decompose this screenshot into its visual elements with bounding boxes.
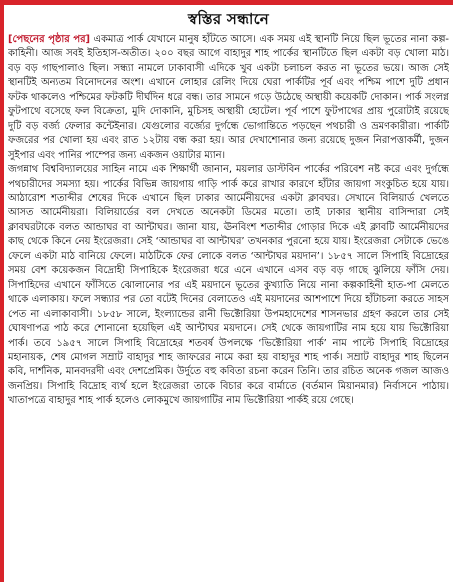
article-headline: স্বস্তির সন্ধানে bbox=[188, 10, 269, 28]
paragraph-2-text: জগন্নাথ বিশ্ববিদ্যালয়ের সাহিন নামে এক শিক্ষার্থী জানান, ময়লার ডাস্টবিন পার্কের পরিবেশ নষ্ট করে এবং দুর্গন্ধে পথচারীদের সমস্যা হয়। পার্কের বিভিন্ন জায়গায় গাড়ি পার্ক করে রাখার কারণে হাঁটার জায়গা সংকুচিত হয়ে যায়। আঠারোশ শতাব্দীর শেষের দিকে এখানে ছিল ঢাকার আর্মেনীয়দের একটা ক্লাবঘর। সেখানে বিলিয়ার্ড খেলতে আসত আর্মেনীয়রা। বিলিয়ার্ডের বল দেখতে অনেকটা ডিমের মতো। তাই ঢাকার স্থানীয় বাসিন্দারা সেই ক্লাবঘরটাকে বলত আন্ডাঘর বা আন্টাঘর। জানা যায়, ঊনবিংশ শতাব্দীর গোড়ার দিকে এই ক্লাবটি আর্মেনীয়দের কাছ থেকে কিনে নেয় ইংরেজরা। সেই ‘আন্ডাঘর বা আন্টাঘর’ তখনকার পুরনো হয়ে যায়। ইংরেজরা সেটাকে ভেঙে ফেলে একটা মাঠ বানিয়ে ফেলে। মাঠটিকে ফের লোকে বলত ‘আন্টাঘর ময়দান’। ১৮৫৭ সালে সিপাহি বিদ্রোহের সময় বেশ কয়েকজন বিদ্রোহী সিপাহিকে ইংরেজরা ধরে এনে এখানে এসব বড় বড় গাছে ঝুলিয়ে ফাঁসি দেয়। সিপাহিদের এখানে ফাঁসিতে ঝোলানোর পর এই ময়দানে ভূতের কুখ্যাতি নিয়ে নানা কল্পকাহিনী হাত-পা মেলতে থাকে এলাকায়। ফলে সন্ধ্যার পর তো বটেই দিনের বেলাতেও এই ময়দানের আশপাশে দিয়ে হাঁটাচলা করতে সাহস পেত না এলাকাবাসী। ১৮৫৮ সালে, ইংল্যান্ডের রানী ভিক্টোরিয়া উপমহাদেশের শাসনভার গ্রহণ করলে তার সেই ঘোষণাপত্র পাঠ করে শোনানো হয়েছিল এই আন্টাঘর ময়দানে। সেই থেকে জায়গাটির নাম হয়ে যায় ভিক্টোরিয়া পার্ক। তবে ১৯৫৭ সালে সিপাহি বিদ্রোহের শতবর্ষ উপলক্ষে ‘ভিক্টোরিয়া পার্ক’ নাম পাল্টে সিপাহি বিদ্রোহের মহানায়ক, শেষ মোগল সম্রাট বাহাদুর শাহ জাফরের নামে করা হয় বাহাদুর শাহ পার্ক। সম্রাট বাহাদুর শাহ ছিলেন কবি, দার্শনিক, মানবদরদী এবং দেশপ্রেমিক। উর্দুতে বহু কবিতা রচনা করেন তিনি। তার রচিত অনেক গজল আজও জনপ্রিয়। সিপাহি বিদ্রোহ ব্যর্থ হলে ইংরেজরা তাকে বিচার করে বার্মাতে (বর্তমান মিয়ানমার) নির্বাসনে পাঠায়। খাতাপত্রে বাহাদুর শাহ পার্ক হলেও লোকমুখে জায়গাটির নাম ভিক্টোরিয়া পার্কই রয়ে গেছে। bbox=[8, 164, 449, 407]
continuation-kicker: [পেছনের পৃষ্ঠার পর] bbox=[8, 34, 91, 45]
article-body bbox=[8, 33, 449, 409]
article-paragraph-2 bbox=[8, 163, 449, 409]
article bbox=[8, 8, 449, 578]
paragraph-1-text: একমাত্র পার্ক যেখানে মানুষ হাঁটতে আসে। এক সময় এই স্থানটি নিয়ে ছিল ভূতের নানা কল্প-কাহিনী। আজ সবই ইতিহাস-অতীত। ২০০ বছর আগে বাহাদুর শাহ পার্কের স্থানটিতে ছিল একটা বড় খোলা মাঠ। বড় বড় গাছপালাও ছিল। সন্ধ্যা নামলে ঢাকাবাসী এদিকে খুব একটা চলাচল করত না ভূতের ভয়ে। আজ সেই স্থানটিই অন্যতম বিনোদনের অংশ। এখানে লোহার রেলিং দিয়ে ঘেরা পার্কটির পূর্ব এবং পশ্চিম পাশে দুটি প্রধান ফটক থাকলেও পশ্চিমের ফটকটি দীর্ঘদিন ধরে বন্ধ। তার সামনে গড়ে উঠেছে অস্থায়ী কয়েকটি দোকান। পার্ক সংলগ্ন ফুটপাথে বসেছে ফল বিক্রেতা, মুদি দোকানি, মুচিসহ অস্থায়ী হোটেল। পূর্ব পাশে ফুটপাথের প্রায় পুরোটাই রয়েছে দুটি বড় বর্জ্য ফেলার কন্টেইনার। যেগুলোর বর্জ্যের দুর্গন্ধে ভোগান্তিতে পড়ছেন পথচারী ও ভ্রমণকারীরা। পার্কটি ফজরের পর খোলা হয় এবং রাত ১২টায় বন্ধ করা হয়। আর দেখাশোনার জন্য রয়েছে দুজন নিরাপত্তাকর্মী, দুজন সুইপার এবং পানির পাম্পের জন্য একজন ওয়াটার ম্যান। bbox=[8, 34, 449, 161]
top-accent-rule bbox=[0, 0, 453, 5]
left-accent-rule bbox=[0, 0, 4, 582]
article-paragraph-1 bbox=[8, 33, 449, 163]
